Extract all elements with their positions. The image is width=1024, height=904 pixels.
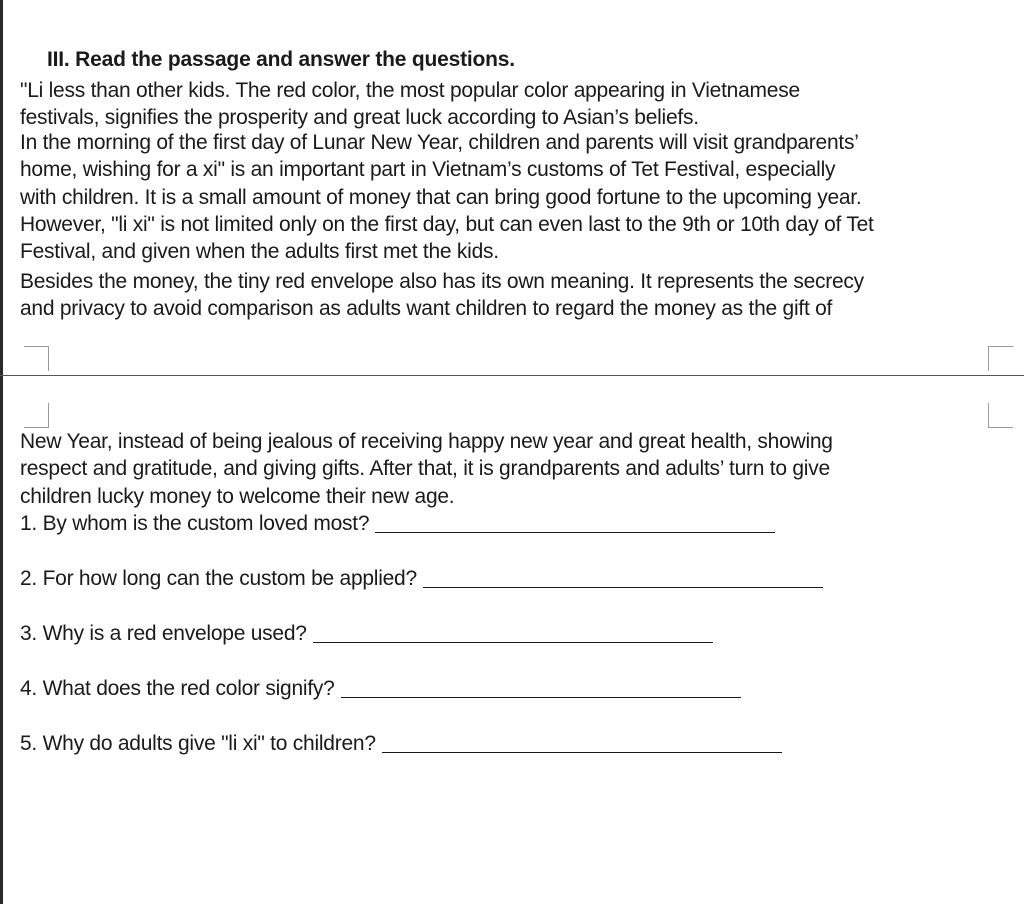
answer-blank-line[interactable]: [375, 532, 775, 533]
page-corner-marker: [24, 346, 49, 371]
passage-line: New Year, instead of being jealous of receiving happy new year and great health, showing: [20, 430, 833, 453]
page-break-divider: [0, 375, 1024, 376]
answer-blank-line[interactable]: [313, 642, 713, 643]
passage-line: Festival, and given when the adults first met the kids.: [20, 240, 499, 264]
passage-line: children lucky money to welcome their new age.: [20, 484, 455, 508]
question-3: [20, 622, 713, 646]
question-text: 3. Why is a red envelope used?: [20, 622, 307, 645]
answer-blank-line[interactable]: [423, 587, 823, 588]
passage-line: "Li less than other kids. The red color, the most popular color appearing in Vietnamese: [20, 79, 800, 102]
page-corner-marker: [988, 403, 1013, 428]
answer-blank-line[interactable]: [341, 697, 741, 698]
passage-line: with children. It is a small amount of money that can bring good fortune to the upcoming year.: [20, 185, 862, 209]
question-2: [20, 567, 823, 591]
question-text: 1. By whom is the custom loved most?: [20, 512, 370, 535]
question-text: 5. Why do adults give "li xi" to children?: [20, 732, 376, 755]
passage-line: home, wishing for a xi" is an important part in Vietnam’s customs of Tet Festival, especially: [20, 158, 836, 182]
passage-line: respect and gratitude, and giving gifts. After that, it is grandparents and adults’ turn to give: [20, 457, 830, 481]
passage-line: However, "li xi" is not limited only on the first day, but can even last to the 9th or 10th day of Tet: [20, 212, 874, 236]
passage-line: In the morning of the first day of Lunar New Year, children and parents will visit grandparents’: [20, 131, 859, 154]
question-1: [20, 512, 775, 536]
page-corner-marker: [988, 346, 1013, 371]
question-text: 2. For how long can the custom be applied?: [20, 567, 417, 590]
document-page-top: [0, 0, 1024, 376]
passage-line: Besides the money, the tiny red envelope also has its own meaning. It represents the secrecy: [20, 270, 864, 293]
passage-paragraph-continued: [20, 428, 1020, 510]
question-4: [20, 677, 741, 701]
section-heading: III. Read the passage and answer the questions.: [47, 48, 515, 71]
question-text: 4. What does the red color signify?: [20, 677, 335, 700]
passage-line: festivals, signifies the prosperity and great luck according to Asian’s beliefs.: [20, 106, 699, 130]
passage-paragraph-3: [20, 268, 1020, 323]
passage-line: and privacy to avoid comparison as adults want children to regard the money as the gift of: [20, 297, 833, 321]
page-corner-marker: [24, 403, 49, 428]
passage-paragraph-1: [20, 77, 1020, 132]
answer-blank-line[interactable]: [382, 752, 782, 753]
question-5: [20, 732, 782, 756]
passage-paragraph-2: [20, 129, 1020, 265]
